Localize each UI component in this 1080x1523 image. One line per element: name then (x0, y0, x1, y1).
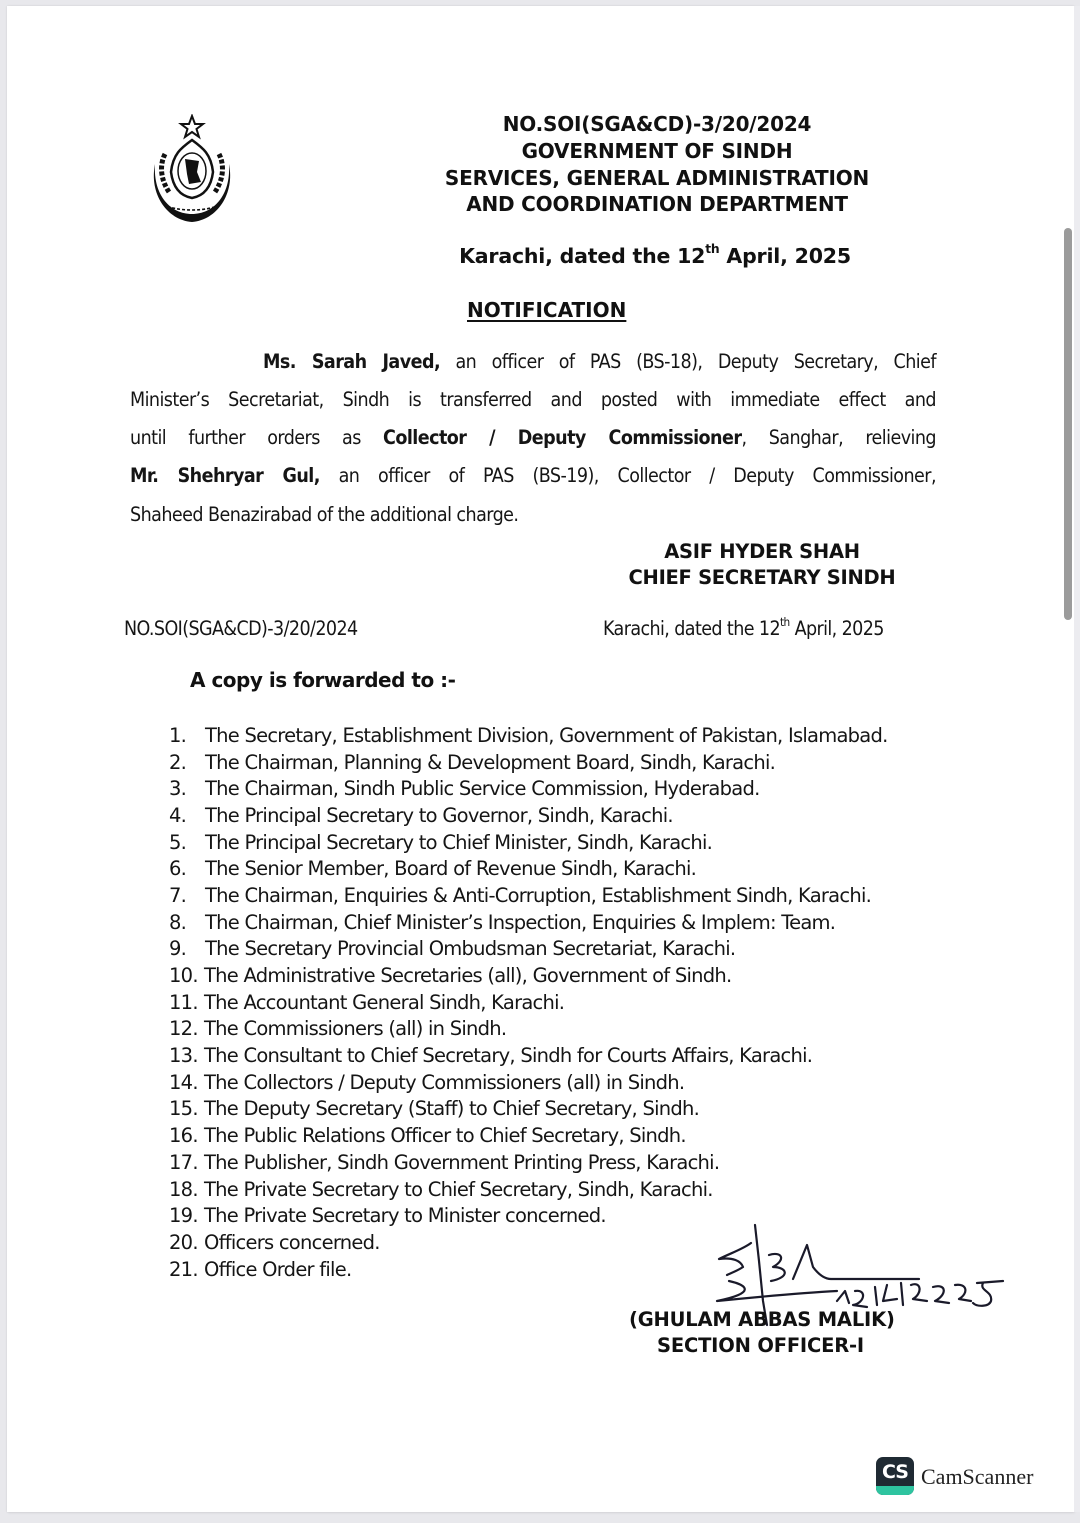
notification-line-4: Mr. Shehryar Gul, an officer of PAS (BS-19), Collector / Deputy Commissioner, (130, 464, 936, 487)
scrollbar-thumb[interactable] (1064, 228, 1072, 620)
list-item: 19. The Private Secretary to Minister concerned. (169, 1204, 606, 1228)
list-item: 9. The Secretary Provincial Ombudsman Secretariat, Karachi. (169, 937, 736, 961)
list-item: 20. Officers concerned. (169, 1230, 380, 1254)
department-line-2: AND COORDINATION DEPARTMENT (466, 192, 848, 216)
document-page (7, 6, 1074, 1512)
list-item: 3. The Chairman, Sindh Public Service Commission, Hyderabad. (169, 777, 760, 801)
forwarded-to-heading: A copy is forwarded to :- (190, 668, 456, 692)
notification-line-5: Shaheed Benazirabad of the additional charge. (130, 503, 519, 526)
notification-title: NOTIFICATION (467, 298, 627, 322)
list-item: 18. The Private Secretary to Chief Secretary, Sindh, Karachi. (169, 1177, 713, 1201)
list-item: 2. The Chairman, Planning & Development Board, Sindh, Karachi. (169, 750, 776, 774)
list-item: 15. The Deputy Secretary (Staff) to Chief Secretary, Sindh. (169, 1097, 700, 1121)
notification-line-3: until further orders as Collector / Deputy Commissioner, Sanghar, relieving (130, 426, 937, 449)
copy-reference-number: NO.SOI(SGA&CD)-3/20/2024 (124, 617, 358, 640)
section-officer-name: (GHULAM ABBAS MALIK) (629, 1308, 895, 1331)
scrollbar-track[interactable] (1074, 6, 1080, 1512)
signatory-title: CHIEF SECRETARY SINDH (628, 566, 896, 589)
notification-line-1: Ms. Sarah Javed, an officer of PAS (BS-18), Deputy Secretary, Chief (263, 350, 936, 373)
list-item: 16. The Public Relations Officer to Chief Secretary, Sindh. (169, 1124, 686, 1148)
list-item: 7. The Chairman, Enquiries & Anti-Corruption, Establishment Sindh, Karachi. (169, 883, 872, 907)
distribution-list (169, 722, 888, 1282)
list-item: 5. The Principal Secretary to Chief Minister, Sindh, Karachi. (169, 830, 713, 854)
list-item: 13. The Consultant to Chief Secretary, Sindh for Courts Affairs, Karachi. (169, 1044, 813, 1068)
notification-line-2: Minister’s Secretariat, Sindh is transferred and posted with immediate effect and (130, 388, 936, 411)
copy-date: Karachi, dated the 12th April, 2025 (603, 614, 884, 640)
list-item: 11. The Accountant General Sindh, Karachi. (169, 990, 565, 1014)
list-item: 17. The Publisher, Sindh Government Printing Press, Karachi. (169, 1150, 720, 1174)
list-item: 21. Office Order file. (169, 1257, 352, 1281)
camscanner-logo-icon: CS (876, 1457, 914, 1495)
department-line-1: SERVICES, GENERAL ADMINISTRATION (444, 166, 870, 190)
list-item: 10. The Administrative Secretaries (all), Government of Sindh. (169, 964, 732, 988)
government-title: GOVERNMENT OF SINDH (521, 139, 793, 163)
list-item: 1. The Secretary, Establishment Division, Government of Pakistan, Islamabad. (169, 723, 888, 747)
list-item: 14. The Collectors / Deputy Commissioners (all) in Sindh. (169, 1070, 685, 1094)
issue-date: Karachi, dated the 12th April, 2025 (459, 242, 851, 268)
list-item: 12. The Commissioners (all) in Sindh. (169, 1017, 507, 1041)
list-item: 8. The Chairman, Chief Minister’s Inspection, Enquiries & Implem: Team. (169, 910, 836, 934)
camscanner-watermark-label: CamScanner (921, 1464, 1034, 1489)
signatory-name: ASIF HYDER SHAH (664, 540, 860, 563)
reference-number: NO.SOI(SGA&CD)-3/20/2024 (502, 112, 812, 136)
sindh-emblem-icon (145, 114, 239, 226)
list-item: 4. The Principal Secretary to Governor, Sindh, Karachi. (169, 803, 673, 827)
section-officer-title: SECTION OFFICER-I (657, 1334, 864, 1357)
list-item: 6. The Senior Member, Board of Revenue Sindh, Karachi. (169, 857, 697, 881)
